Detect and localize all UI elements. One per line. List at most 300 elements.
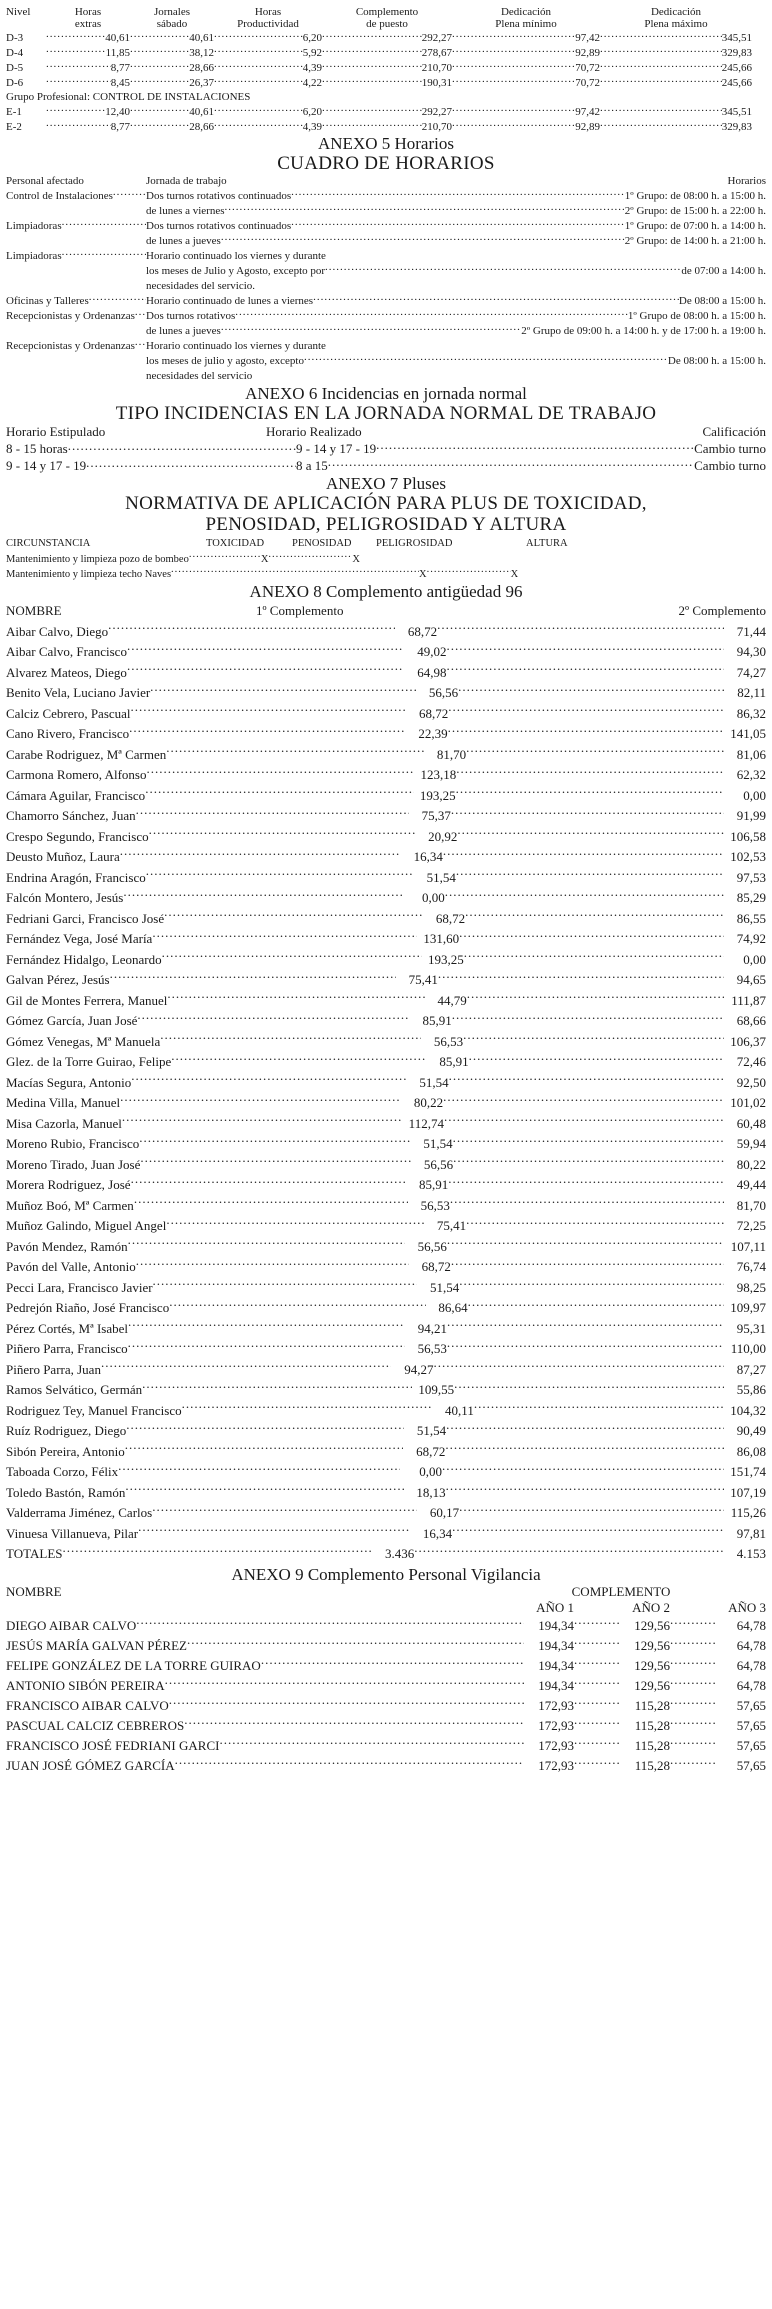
anexo6-calificacion: Cambio turno bbox=[694, 441, 766, 456]
anexo9-y2: 129,56 bbox=[634, 1657, 670, 1673]
anexo7-row1-label: Mantenimiento y limpieza pozo de bombeo bbox=[6, 553, 189, 565]
anexo9-y3: 64,78 bbox=[736, 1677, 766, 1693]
anexo8-c1: 56,53 bbox=[433, 1033, 464, 1049]
anexo5-personal: Oficinas y Talleres bbox=[6, 295, 89, 307]
anexo8-c2: 107,11 bbox=[730, 1238, 766, 1254]
anexo8-row bbox=[6, 1196, 766, 1217]
anexo8-c2: 85,29 bbox=[736, 890, 766, 905]
anexo8-section bbox=[6, 582, 766, 1565]
anexo8-totals-row bbox=[6, 1544, 766, 1565]
anexo8-c1: 86,64 bbox=[438, 1300, 468, 1315]
anexo8-c1: 51,54 bbox=[423, 1136, 453, 1151]
anexo7-row-2 bbox=[6, 567, 766, 583]
salary-cell bbox=[46, 104, 130, 119]
salary-row bbox=[6, 30, 766, 45]
anexo9-y1: 194,34 bbox=[538, 1617, 574, 1633]
anexo8-c1: 56,53 bbox=[417, 1341, 447, 1356]
anexo8-name: Taboada Corzo, Félix bbox=[6, 1464, 119, 1479]
anexo9-row bbox=[6, 1736, 766, 1756]
anexo5-line bbox=[6, 219, 766, 234]
salary-header-col bbox=[322, 6, 452, 30]
anexo8-c2: 106,37 bbox=[730, 1033, 766, 1049]
anexo9-row bbox=[6, 1636, 766, 1656]
salary-value: 70,72 bbox=[575, 62, 600, 74]
anexo8-name: Misa Cazorla, Manuel bbox=[6, 1115, 122, 1131]
salary-cell bbox=[322, 45, 452, 60]
salary-value: 210,70 bbox=[421, 121, 452, 133]
anexo8-c2: 94,65 bbox=[736, 972, 766, 987]
anexo8-c2: 115,26 bbox=[730, 1505, 766, 1520]
anexo8-row bbox=[6, 1216, 766, 1237]
salary-cell bbox=[214, 104, 322, 119]
anexo5-personal: Recepcionistas y Ordenanzas bbox=[6, 340, 135, 352]
anexo8-name: Piñero Parra, Francisco bbox=[6, 1341, 128, 1356]
salary-level: D-4 bbox=[6, 47, 24, 59]
anexo5-jornada: Dos turnos rotativos continuados bbox=[146, 190, 292, 202]
anexo5-jornada: necesidades del servicio bbox=[146, 370, 253, 382]
anexo6-realizado: 8 a 15 bbox=[296, 458, 328, 473]
group-label: Grupo Profesional: CONTROL DE INSTALACIONES bbox=[6, 91, 251, 103]
salary-header-line2: Productividad bbox=[237, 18, 299, 30]
anexo8-c2: 72,46 bbox=[736, 1054, 766, 1069]
anexo6-header bbox=[6, 424, 766, 440]
anexo8-c2: 110,00 bbox=[730, 1341, 766, 1356]
anexo9-y2: 115,28 bbox=[634, 1757, 670, 1773]
anexo5-jornada: de lunes a jueves bbox=[146, 325, 221, 337]
anexo8-c1: 85,91 bbox=[419, 1177, 449, 1192]
anexo8-row bbox=[6, 642, 766, 663]
anexo8-c2: 106,58 bbox=[730, 828, 766, 844]
anexo8-row bbox=[6, 1462, 766, 1483]
anexo9-header-1 bbox=[6, 1584, 766, 1599]
anexo9-section bbox=[6, 1565, 766, 1776]
salary-cell bbox=[600, 104, 752, 119]
salary-value: 70,72 bbox=[575, 77, 600, 89]
anexo8-row bbox=[6, 1524, 766, 1545]
anexo9-y1: 194,34 bbox=[538, 1637, 574, 1653]
anexo5-line bbox=[6, 234, 766, 249]
anexo9-head-group: COMPLEMENTO bbox=[571, 1583, 671, 1599]
anexo9-row bbox=[6, 1696, 766, 1716]
anexo9-y1: 194,34 bbox=[538, 1657, 574, 1673]
anexo5-jornada-cell bbox=[146, 369, 766, 384]
anexo8-c1: 51,54 bbox=[419, 1074, 449, 1090]
anexo8-c1: 94,27 bbox=[404, 1361, 434, 1377]
anexo9-y3: 57,65 bbox=[736, 1717, 766, 1733]
anexo8-c1: 0,00 bbox=[421, 890, 445, 905]
anexo5-jornada: Horario continuado los viernes y durante bbox=[146, 250, 326, 262]
anexo8-name: Glez. de la Torre Guirao, Felipe bbox=[6, 1054, 172, 1069]
anexo5-lines bbox=[6, 189, 766, 384]
anexo6-table bbox=[6, 424, 766, 474]
anexo8-name: Crespo Segundo, Francisco bbox=[6, 828, 149, 844]
anexo8-c2: 81,70 bbox=[736, 1197, 766, 1213]
anexo9-name: FELIPE GONZÁLEZ DE LA TORRE GUIRAO bbox=[6, 1657, 261, 1673]
anexo9-y3: 57,65 bbox=[736, 1757, 766, 1773]
salary-header-line1: Horas bbox=[74, 6, 102, 18]
anexo8-row bbox=[6, 847, 766, 868]
anexo9-head-y1: AÑO 1 bbox=[536, 1599, 574, 1615]
anexo9-y2: 129,56 bbox=[634, 1677, 670, 1693]
salary-value: 12,40 bbox=[105, 106, 130, 118]
salary-header-col bbox=[452, 6, 600, 30]
salary-cell bbox=[130, 60, 214, 75]
salary-value: 26,37 bbox=[189, 77, 214, 89]
salary-value: 8,45 bbox=[110, 77, 130, 89]
salary-cell bbox=[322, 30, 452, 45]
anexo8-name: Aibar Calvo, Francisco bbox=[6, 644, 127, 659]
salary-value: 345,51 bbox=[721, 32, 752, 44]
anexo8-row bbox=[6, 888, 766, 909]
salary-value: 210,70 bbox=[421, 62, 452, 74]
salary-value: 292,27 bbox=[421, 32, 452, 44]
salary-level: D-6 bbox=[6, 77, 24, 89]
anexo8-c1: 22,39 bbox=[418, 726, 448, 741]
anexo5-horario: De 08:00 h. a 15:00 h. bbox=[667, 355, 766, 367]
salary-header-line1: Nivel bbox=[6, 6, 31, 18]
anexo8-row bbox=[6, 929, 766, 950]
anexo5-jornada: los meses de julio y agosto, excepto bbox=[146, 355, 304, 367]
anexo5-jornada-cell bbox=[146, 354, 668, 369]
salary-header-line2: Plena máximo bbox=[644, 18, 708, 30]
anexo8-c1: 75,41 bbox=[408, 972, 438, 987]
anexo8-row bbox=[6, 1155, 766, 1176]
anexo8-row bbox=[6, 950, 766, 971]
anexo8-c2: 97,81 bbox=[736, 1525, 766, 1541]
anexo7-row2-mark1: X bbox=[419, 569, 427, 580]
anexo8-row bbox=[6, 1134, 766, 1155]
salary-cell bbox=[600, 119, 752, 134]
salary-value: 8,77 bbox=[110, 121, 130, 133]
anexo9-row bbox=[6, 1676, 766, 1696]
salary-value: 4,22 bbox=[302, 77, 322, 89]
anexo5-horario: 2º Grupo: de 14:00 h. a 21:00 h. bbox=[624, 235, 766, 247]
anexo5-line bbox=[6, 324, 766, 339]
anexo6-rows bbox=[6, 440, 766, 474]
salary-cell bbox=[130, 104, 214, 119]
anexo8-name: Chamorro Sánchez, Juan bbox=[6, 808, 136, 823]
anexo5-jornada: los meses de Julio y Agosto, excepto por bbox=[146, 265, 326, 277]
salary-value: 345,51 bbox=[721, 106, 752, 118]
anexo8-row bbox=[6, 786, 766, 807]
anexo5-jornada-cell bbox=[146, 189, 625, 204]
anexo6-estipulado: 8 - 15 horas bbox=[6, 441, 68, 456]
anexo8-title: ANEXO 8 Complemento antigüedad 96 bbox=[249, 582, 523, 601]
anexo5-personal-cell bbox=[6, 219, 146, 234]
salary-cell bbox=[452, 119, 600, 134]
anexo7-row-1 bbox=[6, 551, 766, 567]
anexo8-c2: 55,86 bbox=[736, 1382, 766, 1397]
anexo9-name: JUAN JOSÉ GÓMEZ GARCÍA bbox=[6, 1757, 175, 1773]
salary-cell bbox=[600, 75, 752, 90]
anexo9-y1: 172,93 bbox=[538, 1757, 574, 1773]
anexo5-personal-cell bbox=[6, 339, 146, 354]
anexo7-title: ANEXO 7 Pluses bbox=[326, 474, 446, 493]
anexo8-row bbox=[6, 970, 766, 991]
anexo8-c2: 90,49 bbox=[736, 1423, 766, 1438]
anexo8-name: Toledo Bastón, Ramón bbox=[6, 1484, 126, 1500]
salary-header-line1: Dedicación bbox=[500, 6, 552, 18]
salary-cell bbox=[46, 45, 130, 60]
anexo8-c2: 74,92 bbox=[736, 931, 766, 946]
anexo5-line bbox=[6, 249, 766, 264]
salary-row bbox=[6, 119, 766, 134]
anexo8-name: Carmona Romero, Alfonso bbox=[6, 767, 147, 782]
salary-level: D-3 bbox=[6, 32, 24, 44]
salary-header-col bbox=[600, 6, 752, 30]
anexo6-row bbox=[6, 457, 766, 474]
anexo8-row bbox=[6, 1401, 766, 1422]
anexo8-row bbox=[6, 1073, 766, 1094]
anexo8-c2: 151,74 bbox=[730, 1464, 766, 1479]
anexo8-c2: 0,00 bbox=[743, 951, 766, 967]
anexo8-name: Pavón Mendez, Ramón bbox=[6, 1238, 128, 1254]
anexo8-name: Valderrama Jiménez, Carlos bbox=[6, 1505, 153, 1520]
anexo9-y2: 115,28 bbox=[634, 1737, 670, 1753]
salary-cell bbox=[130, 119, 214, 134]
anexo8-name: Benito Vela, Luciano Javier bbox=[6, 685, 151, 700]
anexo8-c2: 4.153 bbox=[736, 1546, 766, 1561]
salary-level: E-1 bbox=[6, 106, 22, 118]
anexo8-row bbox=[6, 1175, 766, 1196]
anexo7-row2-mark2: X bbox=[510, 569, 519, 580]
anexo8-c1: 51,54 bbox=[430, 1279, 460, 1295]
anexo8-c1: 60,17 bbox=[429, 1505, 460, 1520]
salary-cell bbox=[214, 75, 322, 90]
anexo8-row bbox=[6, 622, 766, 643]
anexo8-name: Fernández Hidalgo, Leonardo bbox=[6, 951, 162, 967]
anexo8-name: Aibar Calvo, Diego bbox=[6, 623, 109, 639]
anexo8-name: Medina Villa, Manuel bbox=[6, 1095, 121, 1110]
anexo8-c2: 104,32 bbox=[730, 1402, 766, 1418]
anexo8-c1: 80,22 bbox=[413, 1095, 444, 1110]
salary-cell bbox=[600, 30, 752, 45]
anexo8-c2: 60,48 bbox=[736, 1115, 766, 1131]
anexo8-c1: 40,11 bbox=[445, 1402, 474, 1418]
anexo8-rows bbox=[6, 622, 766, 1565]
anexo9-head-y3: AÑO 3 bbox=[728, 1599, 766, 1615]
anexo8-c2: 94,30 bbox=[736, 644, 766, 659]
anexo8-row bbox=[6, 991, 766, 1012]
anexo8-name: Fernández Vega, José María bbox=[6, 931, 153, 946]
anexo8-row bbox=[6, 1319, 766, 1340]
salary-cell bbox=[130, 75, 214, 90]
anexo7-header bbox=[6, 535, 766, 551]
salary-cell bbox=[600, 60, 752, 75]
salary-value: 28,66 bbox=[189, 62, 214, 74]
anexo7-subtitle-2: PENOSIDAD, PELIGROSIDAD Y ALTURA bbox=[205, 514, 567, 535]
salary-row bbox=[6, 104, 766, 119]
salary-header-line1: Complemento bbox=[355, 6, 419, 18]
anexo8-name: Endrina Aragón, Francisco bbox=[6, 869, 146, 885]
anexo8-c1: 75,37 bbox=[421, 808, 451, 823]
anexo8-row bbox=[6, 704, 766, 725]
salary-value: 245,66 bbox=[721, 62, 752, 74]
anexo7-head-tox: TOXICIDAD bbox=[206, 538, 265, 549]
anexo5-jornada: Dos turnos rotativos continuados bbox=[146, 220, 292, 232]
anexo9-name: PASCUAL CALCIZ CEBREROS bbox=[6, 1717, 185, 1733]
salary-value: 40,61 bbox=[189, 106, 214, 118]
anexo8-row bbox=[6, 724, 766, 745]
salary-row bbox=[6, 45, 766, 60]
anexo5-horario: 1º Grupo de 08:00 h. a 15:00 h. bbox=[627, 310, 766, 322]
anexo5-personal: Limpiadoras bbox=[6, 220, 62, 232]
anexo5-jornada: de lunes a viernes bbox=[146, 205, 225, 217]
anexo9-row bbox=[6, 1656, 766, 1676]
salary-cell bbox=[214, 45, 322, 60]
anexo7-row1-mark1: X bbox=[260, 553, 269, 565]
anexo9-table bbox=[6, 1584, 766, 1776]
anexo8-name: Moreno Tirado, Juan José bbox=[6, 1156, 141, 1172]
anexo8-c1: 193,25 bbox=[428, 951, 464, 967]
salary-level: E-2 bbox=[6, 121, 22, 133]
salary-cell bbox=[452, 30, 600, 45]
anexo8-name: Rodriguez Tey, Manuel Francisco bbox=[6, 1402, 182, 1418]
anexo8-name: Muñoz Galindo, Miguel Angel bbox=[6, 1218, 167, 1233]
anexo8-c2: 98,25 bbox=[736, 1279, 766, 1295]
anexo5-horario: 1º Grupo: de 07:00 h. a 14:00 h. bbox=[624, 220, 766, 232]
anexo8-c1: 49,02 bbox=[417, 644, 447, 659]
anexo8-c1: 193,25 bbox=[419, 787, 456, 803]
salary-value: 40,61 bbox=[105, 32, 130, 44]
anexo8-c1: 56,53 bbox=[420, 1197, 450, 1213]
anexo8-c1: 51,54 bbox=[416, 1423, 447, 1438]
anexo8-c2: 72,25 bbox=[736, 1218, 766, 1233]
anexo9-head-y2: AÑO 2 bbox=[632, 1599, 670, 1615]
salary-cell bbox=[322, 60, 452, 75]
anexo5-jornada-cell bbox=[146, 234, 625, 249]
anexo8-c1: 51,54 bbox=[426, 869, 456, 885]
anexo8-name: Macías Segura, Antonio bbox=[6, 1074, 132, 1090]
anexo7-section bbox=[6, 474, 766, 582]
anexo5-title: ANEXO 5 Horarios bbox=[318, 134, 454, 153]
anexo8-c2: 80,22 bbox=[736, 1156, 766, 1172]
anexo8-c1: 75,41 bbox=[436, 1218, 467, 1233]
anexo9-y1: 172,93 bbox=[538, 1717, 574, 1733]
salary-value: 40,61 bbox=[189, 32, 214, 44]
anexo8-c2: 62,32 bbox=[736, 767, 766, 782]
anexo8-c2: 59,94 bbox=[736, 1136, 766, 1151]
anexo8-c1: 123,18 bbox=[420, 767, 457, 782]
anexo8-c1: 56,56 bbox=[423, 1156, 454, 1172]
salary-cell bbox=[452, 104, 600, 119]
anexo5-line bbox=[6, 309, 766, 324]
salary-value: 278,67 bbox=[421, 47, 452, 59]
anexo8-row bbox=[6, 1011, 766, 1032]
anexo8-name: Ruíz Rodriguez, Diego bbox=[6, 1423, 127, 1438]
anexo5-line bbox=[6, 339, 766, 354]
anexo8-row bbox=[6, 827, 766, 848]
salary-value: 97,42 bbox=[575, 106, 600, 118]
anexo8-name: Pérez Cortés, Mª Isabel bbox=[6, 1320, 128, 1336]
anexo8-c2: 101,02 bbox=[730, 1095, 766, 1110]
anexo8-c2: 81,06 bbox=[736, 746, 766, 762]
anexo9-y2: 115,28 bbox=[634, 1697, 670, 1713]
anexo8-head-c2: 2º Complemento bbox=[678, 603, 766, 618]
anexo5-line bbox=[6, 354, 766, 369]
salary-cell bbox=[322, 104, 452, 119]
anexo5-jornada-cell bbox=[146, 279, 766, 294]
anexo8-name: Vinuesa Villanueva, Pilar bbox=[6, 1525, 139, 1541]
salary-cell bbox=[46, 75, 130, 90]
anexo8-row bbox=[6, 806, 766, 827]
anexo8-row bbox=[6, 1257, 766, 1278]
anexo6-title: ANEXO 6 Incidencias en jornada normal bbox=[245, 384, 527, 403]
anexo8-c1: 56,56 bbox=[428, 685, 459, 700]
anexo5-subtitle: CUADRO DE HORARIOS bbox=[277, 153, 495, 174]
anexo8-name: TOTALES bbox=[6, 1546, 63, 1561]
anexo8-c1: 56,56 bbox=[417, 1238, 447, 1254]
salary-table-rows bbox=[6, 30, 766, 90]
anexo9-y1: 194,34 bbox=[538, 1677, 574, 1693]
anexo8-c2: 0,00 bbox=[743, 787, 766, 803]
salary-header-line2: sábado bbox=[156, 18, 188, 30]
anexo5-line bbox=[6, 294, 766, 309]
salary-cell bbox=[600, 45, 752, 60]
anexo5-head-jornada: Jornada de trabajo bbox=[146, 175, 227, 187]
anexo9-name: FRANCISCO JOSÉ FEDRIANI GARCI bbox=[6, 1737, 220, 1753]
anexo8-name: Ramos Selvático, Germán bbox=[6, 1382, 143, 1397]
salary-cell bbox=[130, 45, 214, 60]
anexo8-c1: 85,91 bbox=[422, 1013, 452, 1028]
anexo5-horario: 2º Grupo de 09:00 h. a 14:00 h. y de 17:00 h. a 19:00 h. bbox=[521, 325, 766, 337]
salary-value: 38,12 bbox=[189, 47, 214, 59]
anexo5-jornada: necesidades del servicio. bbox=[146, 280, 256, 292]
anexo8-name: Falcón Montero, Jesús bbox=[6, 890, 124, 905]
anexo7-subtitle-1: NORMATIVA DE APLICACIÓN PARA PLUS DE TOXICIDAD, bbox=[125, 493, 647, 514]
anexo8-c2: 82,11 bbox=[737, 685, 766, 700]
anexo9-y3: 57,65 bbox=[736, 1737, 766, 1753]
anexo8-table bbox=[6, 601, 766, 1565]
anexo9-head-name: NOMBRE bbox=[6, 1583, 62, 1599]
anexo8-c2: 76,74 bbox=[736, 1259, 766, 1274]
anexo9-title: ANEXO 9 Complemento Personal Vigilancia bbox=[231, 1564, 541, 1584]
anexo8-c2: 95,31 bbox=[736, 1320, 766, 1336]
anexo9-y3: 64,78 bbox=[736, 1657, 766, 1673]
anexo8-row bbox=[6, 1052, 766, 1073]
anexo5-jornada-cell bbox=[146, 339, 766, 354]
anexo8-name: Pecci Lara, Francisco Javier bbox=[6, 1279, 153, 1295]
anexo6-section bbox=[6, 384, 766, 474]
salary-value: 11,85 bbox=[105, 47, 130, 59]
salary-value: 97,42 bbox=[575, 32, 600, 44]
salary-header-col bbox=[130, 6, 214, 30]
anexo8-row bbox=[6, 868, 766, 889]
anexo8-c1: 81,70 bbox=[436, 746, 467, 762]
salary-value: 329,83 bbox=[721, 121, 752, 133]
anexo5-line bbox=[6, 264, 766, 279]
anexo8-c1: 131,60 bbox=[423, 931, 460, 946]
anexo8-row bbox=[6, 765, 766, 786]
salary-table bbox=[6, 6, 766, 134]
anexo8-c1: 3.436 bbox=[385, 1546, 415, 1561]
anexo5-personal-cell bbox=[6, 249, 146, 264]
anexo5-header bbox=[6, 174, 766, 189]
anexo8-c2: 68,66 bbox=[736, 1013, 766, 1028]
salary-cell bbox=[452, 75, 600, 90]
salary-header-col bbox=[46, 6, 130, 30]
anexo5-line bbox=[6, 204, 766, 219]
anexo8-name: Gómez García, Juan José bbox=[6, 1013, 138, 1028]
anexo8-c1: 68,72 bbox=[421, 1259, 451, 1274]
salary-value: 292,27 bbox=[421, 106, 452, 118]
anexo8-name: Pavón del Valle, Antonio bbox=[6, 1259, 136, 1274]
salary-cell bbox=[452, 45, 600, 60]
anexo8-c2: 74,27 bbox=[736, 664, 766, 680]
anexo5-horario: 1º Grupo: de 08:00 h. a 15:00 h. bbox=[624, 190, 766, 202]
anexo8-c2: 91,99 bbox=[736, 808, 766, 823]
anexo8-row bbox=[6, 1298, 766, 1319]
